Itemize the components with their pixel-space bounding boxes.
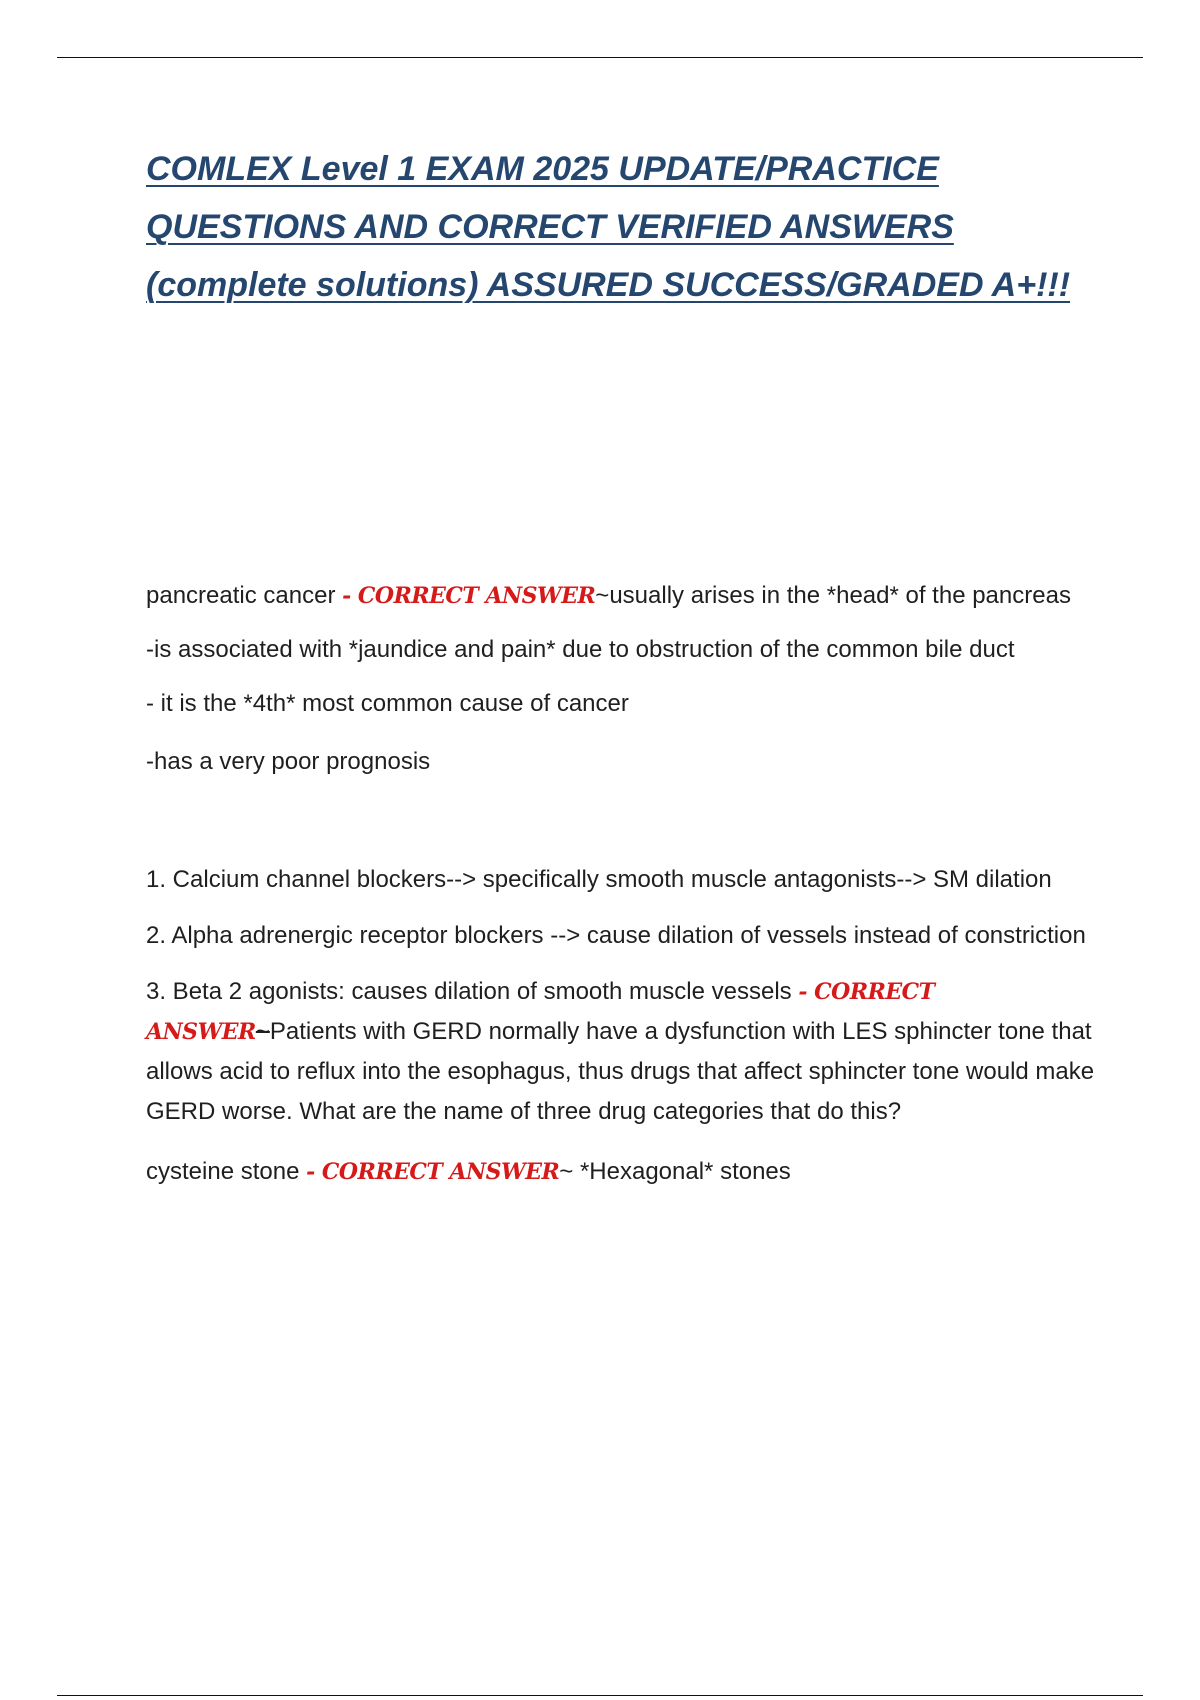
answer-text: ~usually arises in the *head* of the pancreas bbox=[595, 582, 1071, 609]
header-rule bbox=[57, 57, 1143, 58]
qa-item-gerd bbox=[146, 972, 1096, 1132]
answer-text: ~ *Hexagonal* stones bbox=[559, 1158, 791, 1185]
correct-answer-marker: - CORRECT ANSWER bbox=[342, 583, 596, 609]
list-item: 1. Calcium channel blockers--> specifically smooth muscle antagonists--> SM dilation bbox=[146, 866, 1052, 893]
question-term: pancreatic cancer bbox=[146, 582, 336, 609]
question-term: cysteine stone bbox=[146, 1158, 300, 1185]
answer-separator: ~ bbox=[255, 1018, 270, 1045]
qa-item-cysteine-stone bbox=[146, 1152, 1096, 1192]
document-body bbox=[146, 576, 1096, 1192]
answer-text: Patients with GERD normally have a dysfunction with LES sphincter tone that allows acid to reflux into the esophagus, thus drugs that affect sphincter tone would make GERD worse. What are the name of three drug categories that do this? bbox=[146, 1018, 1095, 1125]
correct-answer-marker: - CORRECT ANSWER bbox=[146, 979, 935, 1045]
footer-rule bbox=[57, 1695, 1143, 1696]
title-line: (complete solutions) ASSURED SUCCESS/GRADED A+!!! bbox=[146, 266, 1071, 304]
qa-item-pancreatic-cancer bbox=[146, 576, 1096, 616]
answer-line: -has a very poor prognosis bbox=[146, 748, 431, 775]
list-item: 2. Alpha adrenergic receptor blockers --> cause dilation of vessels instead of constriction bbox=[146, 922, 1086, 949]
document-title bbox=[146, 140, 1106, 314]
title-line: COMLEX Level 1 EXAM 2025 UPDATE/PRACTICE bbox=[146, 150, 939, 188]
answer-line: - it is the *4th* most common cause of cancer bbox=[146, 690, 629, 717]
answer-line: -is associated with *jaundice and pain* due to obstruction of the common bile duct bbox=[146, 636, 1015, 663]
correct-answer-marker: - CORRECT ANSWER bbox=[306, 1159, 560, 1185]
title-line: QUESTIONS AND CORRECT VERIFIED ANSWERS bbox=[146, 208, 954, 246]
question-term: 3. Beta 2 agonists: causes dilation of smooth muscle vessels bbox=[146, 978, 792, 1005]
